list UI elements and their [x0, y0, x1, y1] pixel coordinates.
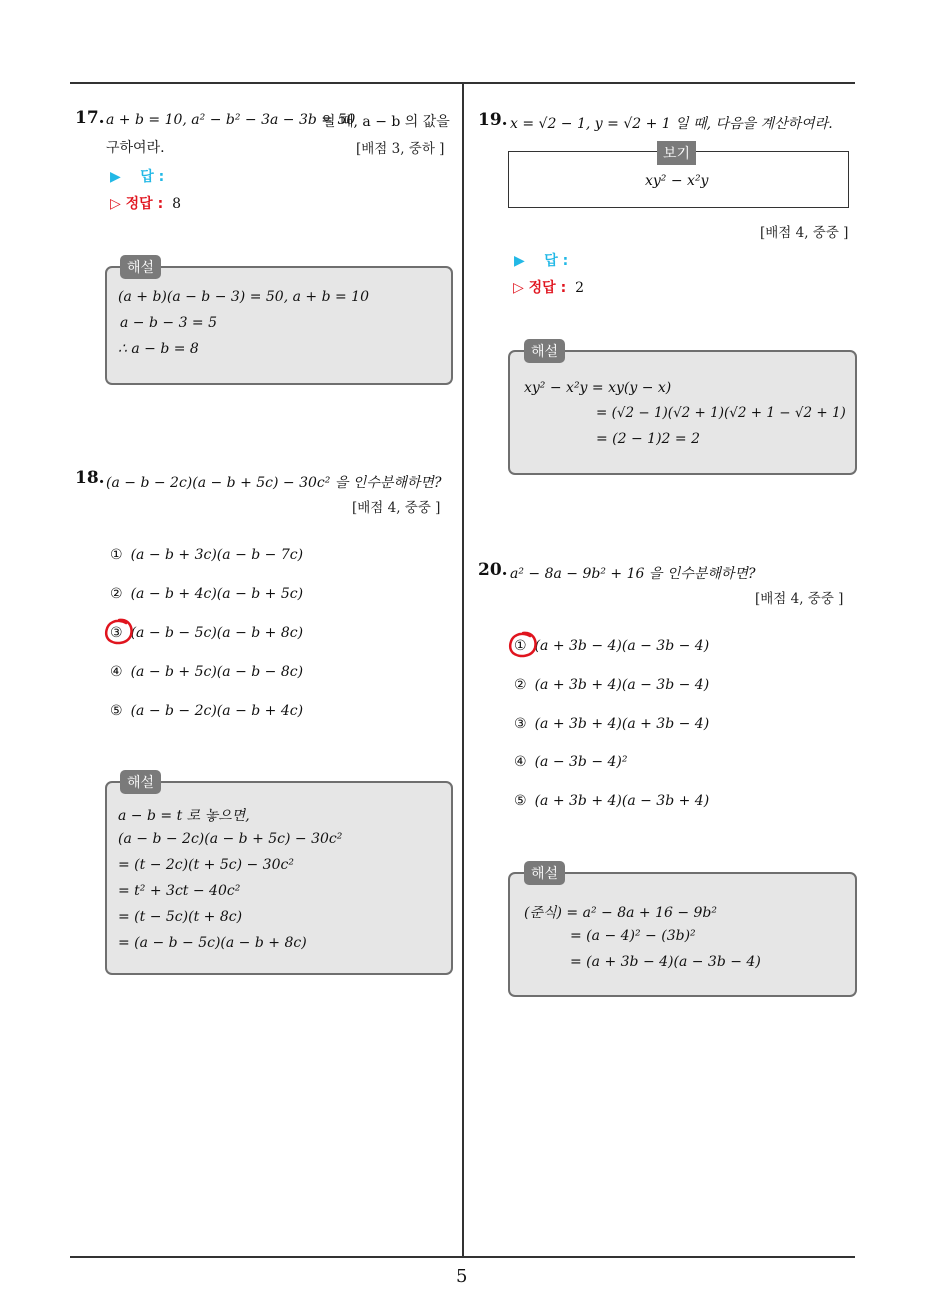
solution-tag: 해설: [120, 770, 161, 794]
option-number: ①: [514, 638, 527, 654]
question-stem: (a − b − 2c)(a − b + 5c) − 30c² 을 인수분해하면?: [106, 475, 442, 491]
option-text: (a + 3b + 4)(a − 3b − 4): [534, 677, 710, 693]
answer-circle-mark: [507, 630, 539, 660]
play-arrow-icon: ▶: [110, 169, 121, 185]
bogi-expression: xy² − x²y: [645, 173, 709, 189]
option-number: ①: [110, 547, 123, 563]
option-text: (a − b + 3c)(a − b − 7c): [130, 547, 304, 563]
option-text: (a − 3b − 4)²: [534, 754, 628, 770]
solution-line: = (t − 5c)(t + 8c): [118, 909, 243, 925]
option-number: ⑤: [110, 703, 123, 719]
solution-line: = (a − b − 5c)(a − b + 8c): [118, 935, 307, 951]
bogi-tag: 보기: [657, 141, 696, 165]
column-divider: [462, 82, 464, 1258]
solution-line: a − b = t 로 놓으면,: [118, 808, 250, 824]
answer-row: [110, 166, 164, 186]
answer-option-5[interactable]: [514, 793, 709, 809]
question-number: 17.: [75, 108, 105, 128]
page-number: 5: [456, 1266, 468, 1287]
solution-line: ∴ a − b = 8: [118, 341, 199, 357]
question-stem: x = √2 − 1, y = √2 + 1 일 때, 다음을 계산하여라.: [510, 116, 833, 132]
solution-tag: 해설: [120, 255, 161, 279]
option-number: ④: [514, 754, 527, 770]
option-text: (a − b − 2c)(a − b + 4c): [130, 703, 304, 719]
solution-line: (a + b)(a − b − 3) = 50, a + b = 10: [118, 289, 369, 305]
answer-option-5[interactable]: [110, 703, 303, 719]
answer-row: [514, 250, 568, 270]
question-stem-line2: 구하여라.: [106, 140, 165, 156]
correct-answer-row: [513, 277, 584, 297]
option-number: ③: [514, 716, 527, 732]
answer-label: 답 :: [140, 169, 165, 185]
question-number: 18.: [75, 468, 105, 488]
option-text: (a + 3b − 4)(a − 3b − 4): [534, 638, 710, 654]
solution-tag: 해설: [524, 861, 565, 885]
outline-arrow-icon: ▷: [513, 280, 524, 296]
correct-label: 정답 :: [125, 196, 164, 212]
answer-circle-mark: [103, 617, 135, 647]
question-stem-math: a + b = 10, a² − b² − 3a − 3b = 50: [106, 112, 356, 128]
solution-line: = (a − 4)² − (3b)²: [570, 928, 696, 944]
correct-value: 8: [172, 196, 181, 212]
solution-line: = (√2 − 1)(√2 + 1)(√2 + 1 − √2 + 1): [596, 405, 846, 421]
solution-line: (준식) = a² − 8a + 16 − 9b²: [524, 905, 718, 921]
option-number: ②: [514, 677, 527, 693]
answer-option-3[interactable]: [514, 716, 709, 732]
question-number: 19.: [478, 110, 508, 130]
question-stem: a² − 8a − 9b² + 16 을 인수분해하면?: [510, 566, 756, 582]
correct-value: 2: [575, 280, 584, 296]
solution-line: xy² − x²y = xy(y − x): [524, 380, 672, 396]
answer-option-2[interactable]: [514, 677, 709, 693]
solution-line: = t² + 3ct − 40c²: [118, 883, 241, 899]
option-number: ④: [110, 664, 123, 680]
answer-option-4[interactable]: [514, 754, 627, 770]
option-number: ②: [110, 586, 123, 602]
answer-option-2[interactable]: [110, 586, 303, 602]
option-number: ③: [110, 625, 123, 641]
solution-line: (a − b − 2c)(a − b + 5c) − 30c²: [118, 831, 343, 847]
answer-label: 답 :: [544, 253, 569, 269]
answer-option-1[interactable]: [514, 638, 709, 654]
solution-tag: 해설: [524, 339, 565, 363]
solution-line: = (a + 3b − 4)(a − 3b − 4): [570, 954, 761, 970]
correct-answer-row: [110, 193, 181, 213]
question-number: 20.: [478, 560, 508, 580]
question-stem-text: 일 때, a − b 의 값을: [322, 114, 450, 130]
answer-option-1[interactable]: [110, 547, 303, 563]
outline-arrow-icon: ▷: [110, 196, 121, 212]
score-difficulty: [배점 4, 중중 ]: [755, 591, 844, 607]
solution-line: = (2 − 1)2 = 2: [596, 431, 700, 447]
option-number: ⑤: [514, 793, 527, 809]
solution-line: = (t − 2c)(t + 5c) − 30c²: [118, 857, 294, 873]
score-difficulty: [배점 4, 중중 ]: [352, 500, 441, 516]
answer-option-3[interactable]: [110, 625, 303, 641]
option-text: (a − b + 5c)(a − b − 8c): [130, 664, 304, 680]
option-text: (a + 3b + 4)(a − 3b + 4): [534, 793, 710, 809]
solution-line: a − b − 3 = 5: [120, 315, 218, 331]
option-text: (a − b + 4c)(a − b + 5c): [130, 586, 304, 602]
option-text: (a + 3b + 4)(a + 3b − 4): [534, 716, 710, 732]
answer-option-4[interactable]: [110, 664, 303, 680]
play-arrow-icon: ▶: [514, 253, 525, 269]
correct-label: 정답 :: [528, 280, 567, 296]
bottom-rule: [70, 1256, 855, 1258]
score-difficulty: [배점 3, 중하 ]: [356, 141, 445, 157]
option-text: (a − b − 5c)(a − b + 8c): [130, 625, 304, 641]
score-difficulty: [배점 4, 중중 ]: [760, 225, 849, 241]
